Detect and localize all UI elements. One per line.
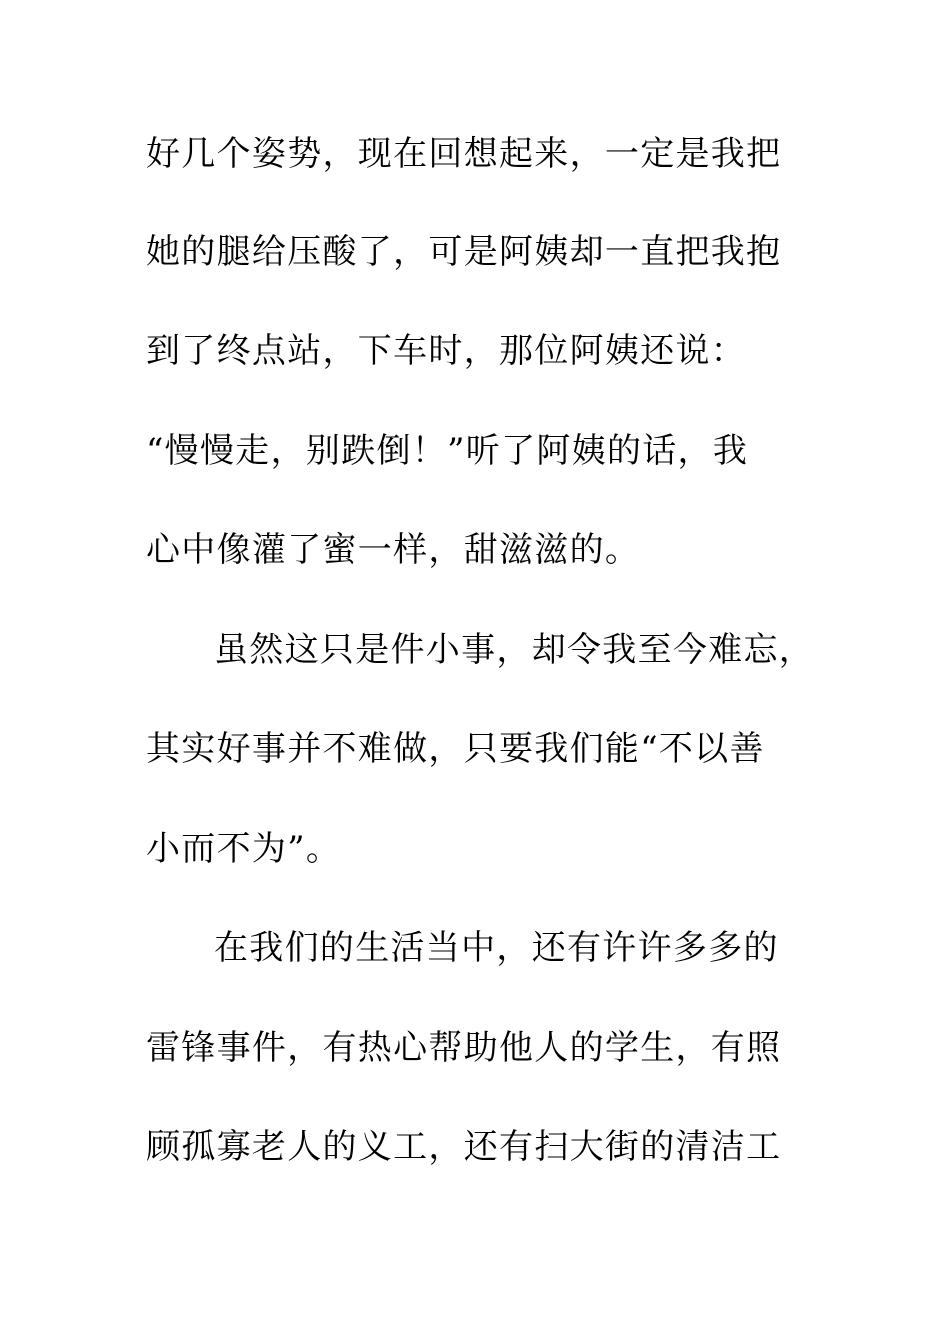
text-line: “慢慢走，别跌倒！”听了阿姨的话，我 (146, 431, 749, 471)
text-line: 顾孤寡老人的义工，还有扫大街的清洁工 (146, 1127, 782, 1167)
text-line: 小而不为”。 (146, 829, 342, 869)
text-line: 心中像灌了蜜一样，甜滋滋的。 (146, 530, 641, 570)
text-line: 其实好事并不难做，只要我们能“不以善 (146, 729, 765, 769)
text-line: 雷锋事件，有热心帮助他人的学生，有照 (146, 1028, 782, 1068)
paragraph-start-line: 在我们的生活当中，还有许许多多的 (214, 928, 779, 968)
text-line: 到了终点站，下车时，那位阿姨还说： (146, 331, 747, 371)
text-line: 好几个姿势，现在回想起来，一定是我把 (146, 134, 782, 174)
text-line: 她的腿给压酸了，可是阿姨却一直把我抱 (146, 232, 782, 272)
paragraph-start-line: 虽然这只是件小事，却令我至今难忘， (214, 630, 815, 670)
